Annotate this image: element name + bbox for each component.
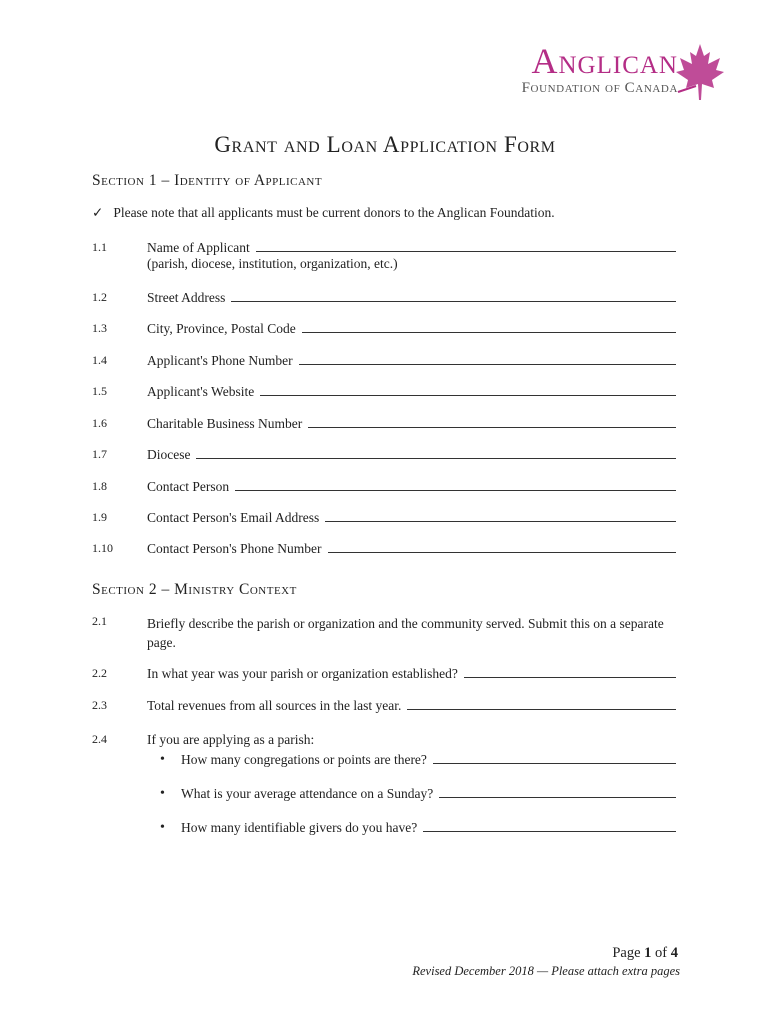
question-2-1	[92, 614, 676, 652]
field-1-1-hint: (parish, diocese, institution, organization, etc.)	[147, 256, 398, 271]
field-number: 1.3	[92, 321, 107, 335]
field-label: Contact Person	[147, 479, 230, 494]
bullet-icon: •	[160, 820, 165, 835]
bullet-attendance	[160, 782, 676, 802]
name-of-applicant-input[interactable]	[256, 251, 676, 252]
street-address-input[interactable]	[231, 301, 676, 302]
form-title: Grant and Loan Application Form	[214, 132, 556, 157]
field-number: 2.1	[92, 614, 107, 628]
field-1-6	[92, 412, 676, 432]
field-label: Total revenues from all sources in the last year.	[147, 698, 402, 713]
charitable-business-number-input[interactable]	[308, 427, 676, 428]
bullet-icon: •	[160, 752, 165, 767]
field-1-4	[92, 349, 676, 369]
field-label: City, Province, Postal Code	[147, 321, 296, 336]
contact-phone-input[interactable]	[328, 552, 676, 553]
field-label: How many identifiable givers do you have?	[181, 820, 418, 835]
attendance-input[interactable]	[439, 797, 676, 798]
field-number: 2.2	[92, 666, 107, 680]
field-number: 1.1	[92, 240, 107, 254]
question-2-4	[92, 728, 676, 748]
field-label: How many congregations or points are there?	[181, 752, 427, 767]
field-number: 1.10	[92, 541, 113, 555]
bullet-congregations	[160, 748, 676, 768]
field-number: 2.3	[92, 698, 107, 712]
applicant-website-input[interactable]	[260, 395, 676, 396]
field-label: If you are applying as a parish:	[147, 732, 315, 747]
section-2-title: Section 2 – Ministry Context	[92, 581, 297, 598]
diocese-input[interactable]	[196, 458, 676, 459]
field-1-3	[92, 317, 676, 337]
field-label: What is your average attendance on a Sunday?	[181, 786, 434, 801]
question-text: Briefly describe the parish or organization and the community served. Submit this on a separate page.	[147, 616, 664, 650]
congregations-input[interactable]	[433, 763, 676, 764]
field-number: 1.4	[92, 353, 107, 367]
page-current: 1	[644, 945, 652, 961]
contact-email-input[interactable]	[325, 521, 676, 522]
field-1-8	[92, 475, 676, 495]
field-number: 1.9	[92, 510, 107, 524]
question-2-2	[92, 662, 676, 682]
year-established-input[interactable]	[464, 677, 676, 678]
checkmark-icon: ✓	[92, 205, 104, 220]
field-label: Charitable Business Number	[147, 416, 303, 431]
field-label: Applicant's Phone Number	[147, 353, 293, 368]
field-1-5	[92, 380, 676, 400]
bullet-icon: •	[160, 786, 165, 801]
field-label: Applicant's Website	[147, 384, 255, 399]
section-1-title: Section 1 – Identity of Applicant	[92, 172, 323, 189]
note-text: Please note that all applicants must be current donors to the Anglican Foundation.	[113, 205, 555, 220]
page-number	[612, 945, 678, 962]
page-total: 4	[670, 945, 678, 961]
field-1-7	[92, 443, 676, 463]
revision-note: Revised December 2018 — Please attach extra pages	[412, 964, 680, 978]
field-1-1	[92, 236, 676, 256]
field-label: Name of Applicant	[147, 240, 250, 255]
field-label: Street Address	[147, 290, 226, 305]
field-label: Contact Person's Phone Number	[147, 541, 322, 556]
question-2-3	[92, 694, 676, 714]
field-number: 1.5	[92, 384, 107, 398]
field-label: Diocese	[147, 447, 191, 462]
contact-person-input[interactable]	[235, 490, 676, 491]
field-number: 1.8	[92, 479, 107, 493]
logo-name: Anglican	[531, 41, 678, 81]
page-of: of	[655, 945, 668, 961]
applicant-phone-input[interactable]	[299, 364, 676, 365]
field-1-9	[92, 506, 676, 526]
field-number: 1.7	[92, 447, 107, 461]
logo-subtitle: Foundation of Canada	[521, 80, 678, 96]
bullet-givers	[160, 816, 676, 836]
donor-note	[92, 205, 555, 221]
page-word: Page	[612, 945, 641, 961]
field-number: 1.6	[92, 416, 107, 430]
field-1-10	[92, 537, 676, 557]
field-1-2	[92, 286, 676, 306]
field-label: Contact Person's Email Address	[147, 510, 320, 525]
total-revenues-input[interactable]	[407, 709, 676, 710]
field-label: In what year was your parish or organization established?	[147, 666, 458, 681]
city-province-postal-input[interactable]	[302, 332, 676, 333]
field-number: 2.4	[92, 732, 107, 746]
foundation-logo	[486, 40, 726, 110]
givers-input[interactable]	[423, 831, 676, 832]
field-number: 1.2	[92, 290, 107, 304]
maple-leaf-icon	[674, 42, 726, 102]
